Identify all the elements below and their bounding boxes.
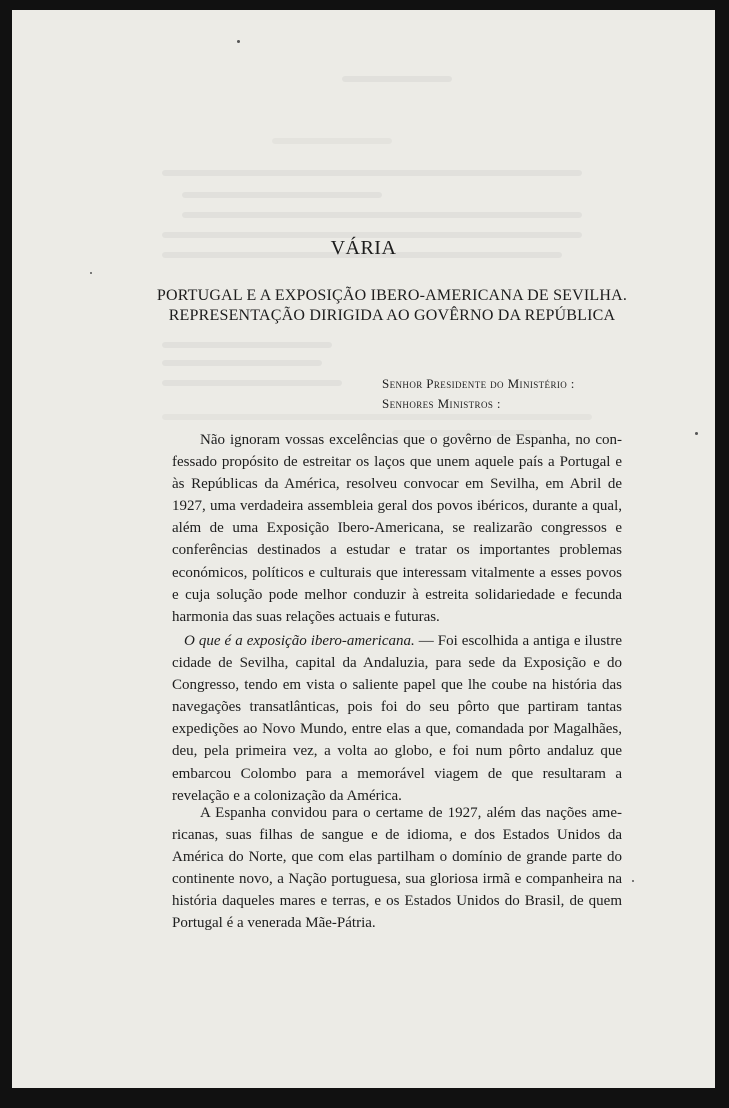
paragraph-3: A Espanha convidou para o certame de 1927, além das nações americanas, suas filhas de sangue e de idioma, e dos Estados Unidos da América do Norte, que com elas partilham o domínio de grande parte do continente novo, a Nação portuguesa, sua gloriosa irmã e companheira na história daqueles mares e terras, e os Estados Unidos do Brasil, de quem Portugal é a venerada Mãe-Pátria. [172,805,622,932]
speck-mark [632,880,634,882]
paragraph-1: Não ignoram vossas excelências que o govêrno de Espanha, no confessado propósito de estreitar os laços que unem aquele país a Portugal e às Repúblicas da América, resolveu convocar em Sevilha, em Abril de 1927, uma verdadeira assembleia geral dos povos ibéricos, durante a qual, além de uma Exposição Ibero-Americana, se realizarão congressos e conferências destinados a estudar e tratar os importantes problemas económicos, políticos e culturais que interessam vitalmente a esses povos e cuja solução pode melhor conduzir à estreita solidariedade e fecunda harmonia das suas relações actuais e futuras. [172,432,622,625]
salutation-line-2: Senhores Ministros : [382,396,501,411]
salutation [382,374,575,414]
speck-mark [237,40,240,43]
page-title: VÁRIA [330,237,397,259]
paragraph-2-body: Foi escolhida a antiga e ilustre cidade de Sevilha, capital da Andaluzia, para sede da Exposição e do Congresso, tendo em vista o saliente papel que lhe coube na história das navegações transatlânticas, pois foi do seu pôrto que partiram tantas expedições ao Novo Mundo, entre elas a que, comandada por Magalhães, deu, pela primeira vez, a volta ao globo, e foi num pôrto andaluz que embarcou Colombo para a memorável viagem de que resultaram a revelação e a colonização da América. [172,633,622,804]
paragraph-2 [172,630,622,807]
speck-mark [90,272,92,274]
article-title [132,286,652,326]
salutation-line-1: Senhor Presidente do Ministério : [382,376,575,391]
document-page [12,10,715,1088]
speck-mark [695,432,698,435]
article-title-line-2: REPRESENTAÇÃO DIRIGIDA AO GOVÊRNO DA REPÚBLICA [168,307,616,324]
section-dash: — [414,633,438,649]
article-title-line-1: PORTUGAL E A EXPOSIÇÃO IBERO-AMERICANA DE SEVILHA. [156,287,628,304]
section-heading: O que é a exposição ibero-americana. [184,633,415,649]
